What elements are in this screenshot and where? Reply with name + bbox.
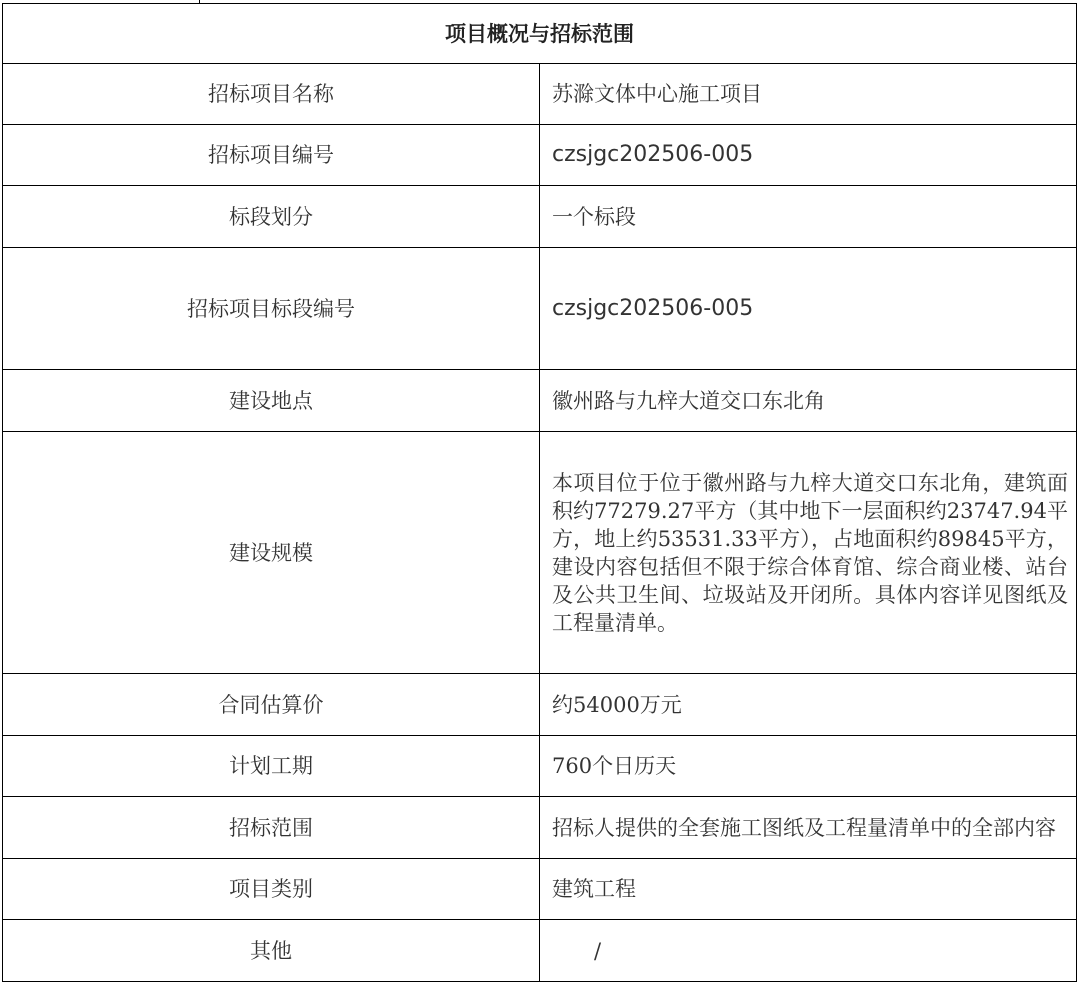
row-value: 本项目位于位于徽州路与九梓大道交口东北角，建筑面积约77279.27平方（其中地下一层面积约23747.94平方，地上约53531.33平方），占地面积约89845平方，建设内容包括但不限于综合体育馆、综合商业楼、站台及公共卫生间、垃圾站及开闭所。具体内容详见图纸及工程量清单。: [540, 432, 1077, 674]
row-label: 计划工期: [3, 736, 540, 797]
row-value: /: [540, 920, 1077, 982]
row-value: czsjgc202506-005: [540, 248, 1077, 370]
table-row-section-division: [3, 186, 1077, 248]
row-value: 招标人提供的全套施工图纸及工程量清单中的全部内容: [540, 797, 1077, 859]
project-overview-table: [2, 3, 1077, 982]
row-label: 招标项目标段编号: [3, 248, 540, 370]
row-label: 项目类别: [3, 859, 540, 920]
table-row-section-number: [3, 248, 1077, 370]
row-value: 苏滁文体中心施工项目: [540, 64, 1077, 125]
row-value: 一个标段: [540, 186, 1077, 248]
row-value: czsjgc202506-005: [540, 125, 1077, 186]
row-value: 徽州路与九梓大道交口东北角: [540, 370, 1077, 432]
row-label: 其他: [3, 920, 540, 982]
row-label: 标段划分: [3, 186, 540, 248]
table-row-estimated-price: [3, 674, 1077, 736]
row-value: 760个日历天: [540, 736, 1077, 797]
table-row-project-number: [3, 125, 1077, 186]
row-label: 合同估算价: [3, 674, 540, 736]
row-label: 招标项目编号: [3, 125, 540, 186]
table-row-category: [3, 859, 1077, 920]
table-row-schedule: [3, 736, 1077, 797]
table-row-other: [3, 920, 1077, 982]
row-value: 约54000万元: [540, 674, 1077, 736]
table-title-row: [3, 4, 1077, 64]
row-label: 建设地点: [3, 370, 540, 432]
table-row-scope: [3, 797, 1077, 859]
table-row-location: [3, 370, 1077, 432]
table-row-project-name: [3, 64, 1077, 125]
row-label: 建设规模: [3, 432, 540, 674]
table-title: 项目概况与招标范围: [3, 4, 1077, 64]
table-row-scale: [3, 432, 1077, 674]
row-label: 招标项目名称: [3, 64, 540, 125]
row-value: 建筑工程: [540, 859, 1077, 920]
row-label: 招标范围: [3, 797, 540, 859]
